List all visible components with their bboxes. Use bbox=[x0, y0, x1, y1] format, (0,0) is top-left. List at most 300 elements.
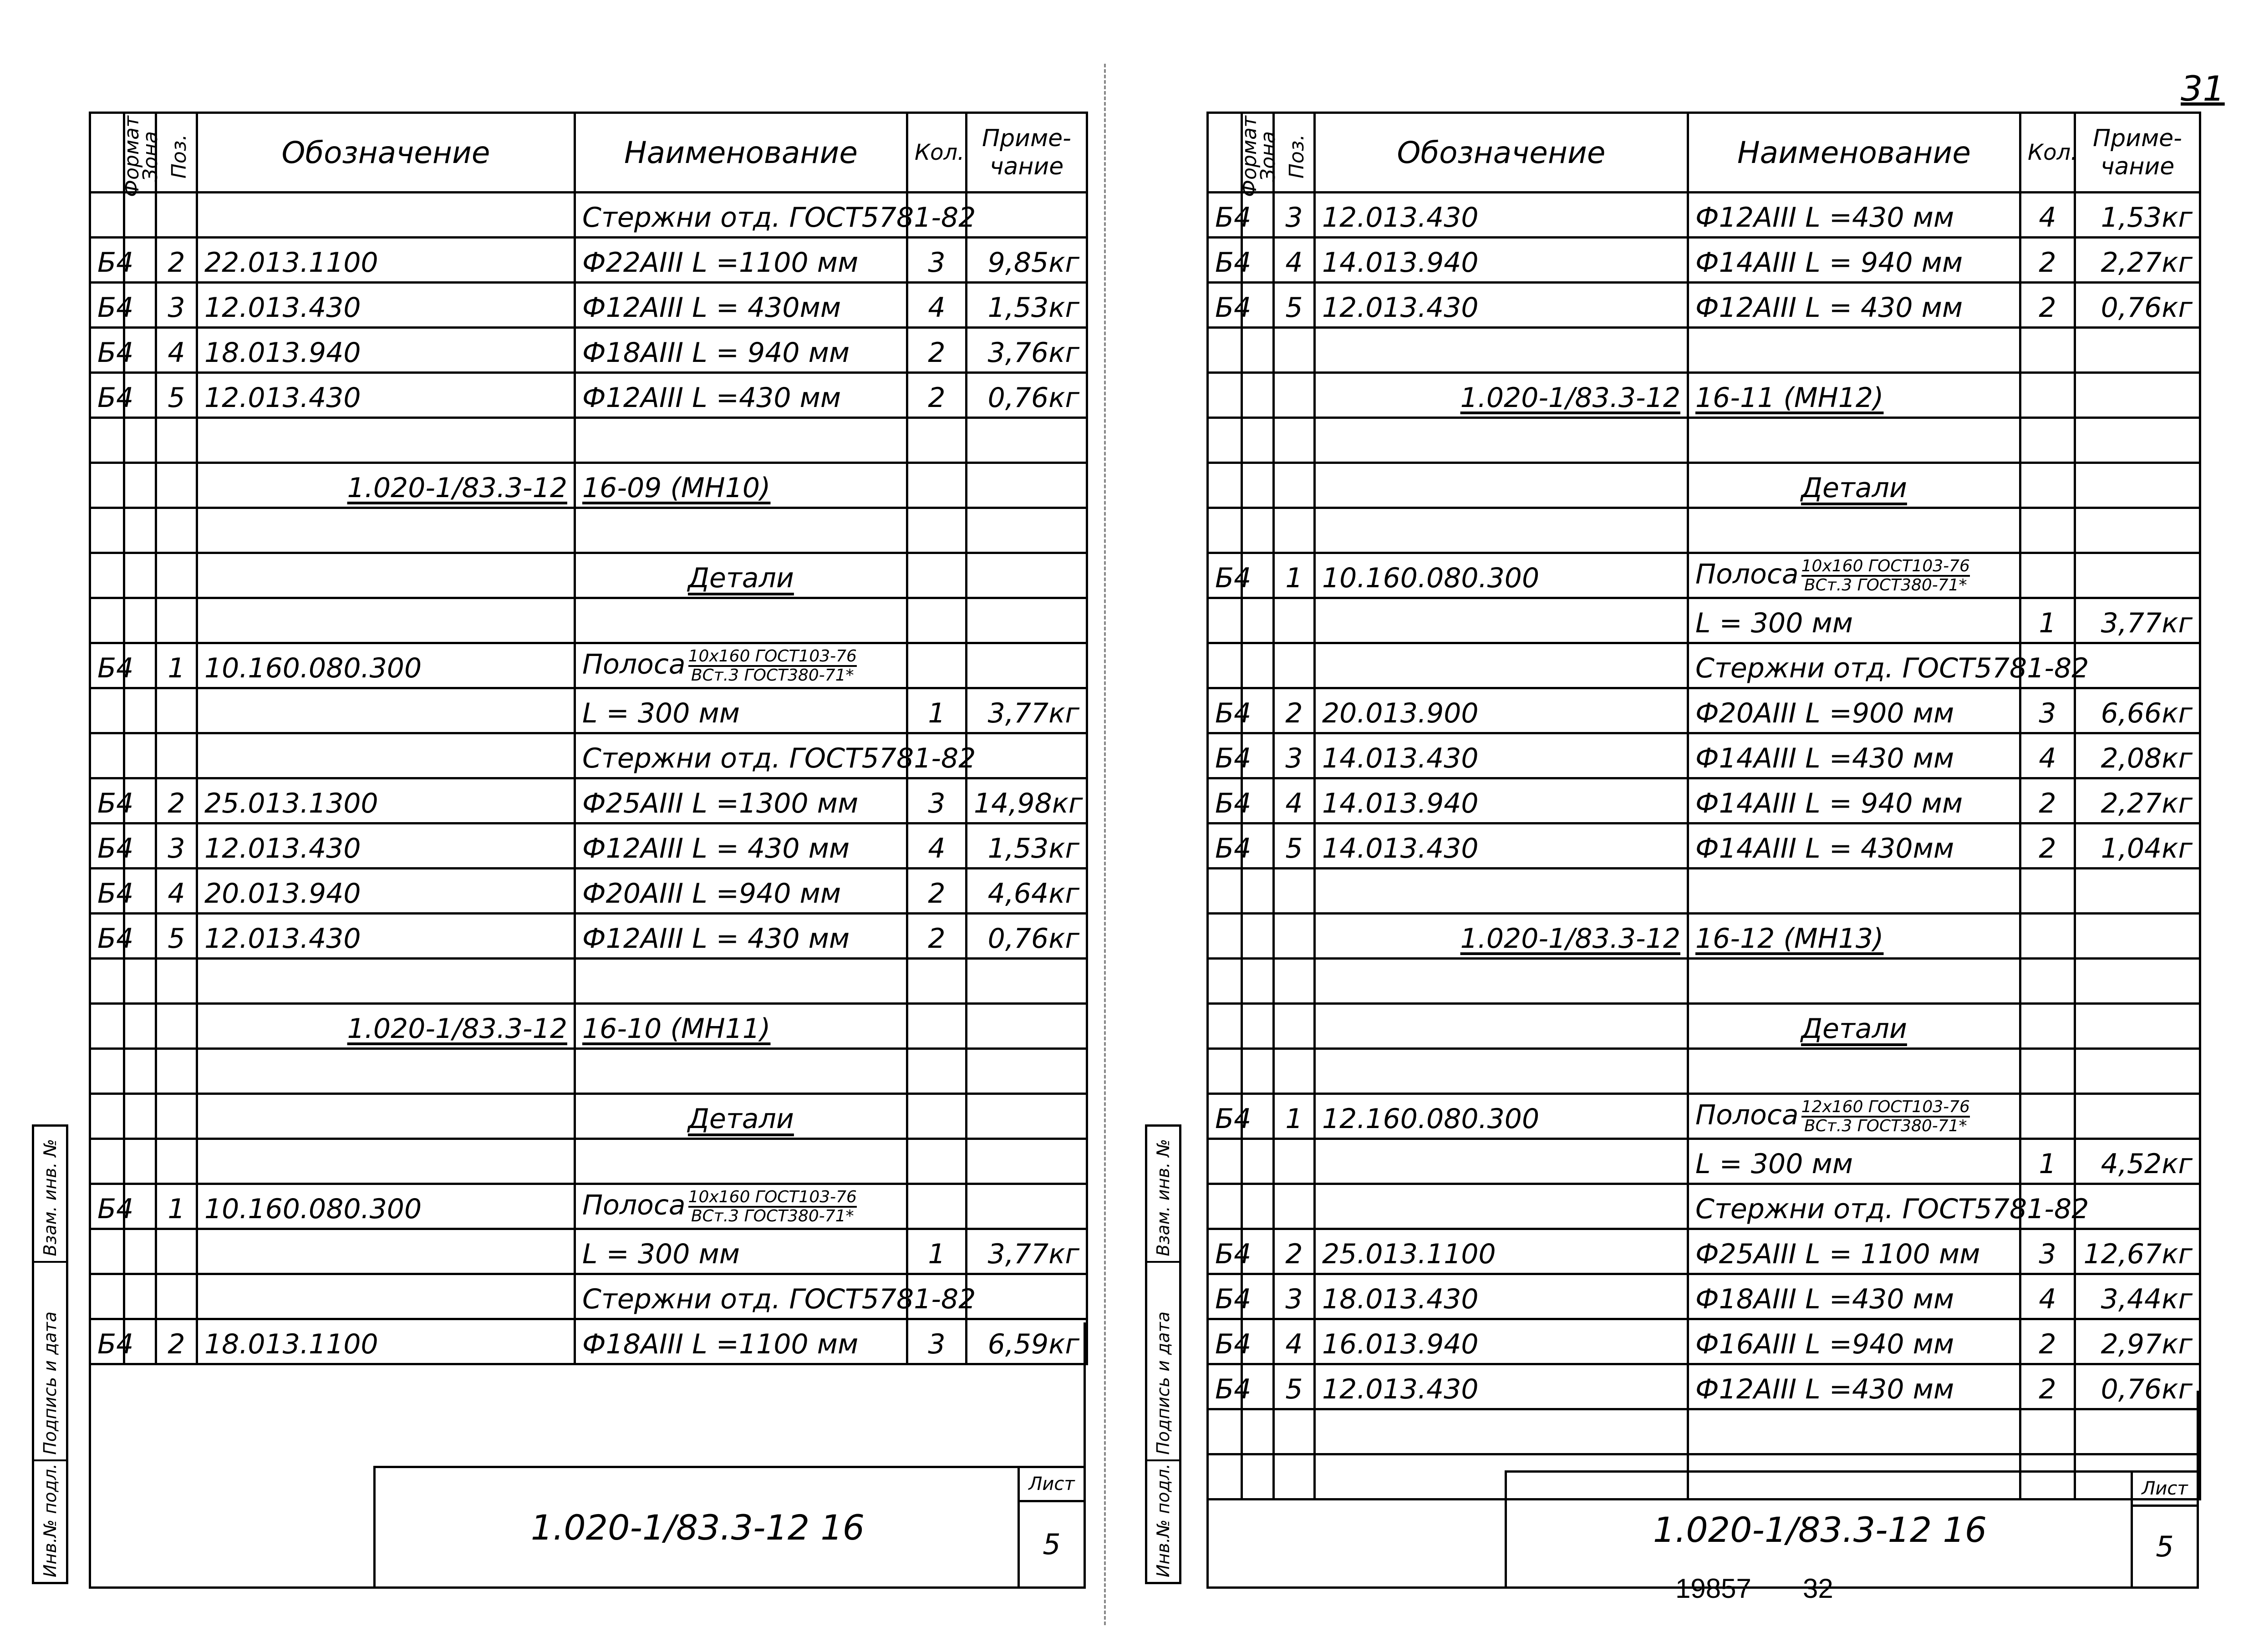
designation-cell bbox=[197, 418, 575, 463]
zone-cell bbox=[1242, 463, 1274, 508]
table-row bbox=[1208, 1004, 2200, 1049]
section-heading: Детали bbox=[688, 1103, 794, 1135]
name-cell: Стержни отд. ГОСТ5781-82 bbox=[1688, 643, 2020, 688]
name-cell: Ф25АIII L = 1100 мм bbox=[1688, 1229, 2020, 1274]
qty-cell bbox=[907, 1049, 967, 1094]
designation-cell: 12.013.430 bbox=[197, 914, 575, 959]
table-row bbox=[1208, 914, 2200, 959]
pos-cell bbox=[156, 463, 197, 508]
zone-cell bbox=[124, 553, 156, 598]
material-label: Полоса bbox=[1695, 1099, 1799, 1131]
note-cell: 0,76кг bbox=[2075, 1364, 2200, 1409]
format-cell: Б4 bbox=[90, 823, 124, 869]
pos-cell bbox=[1274, 328, 1315, 373]
qty-cell bbox=[907, 553, 967, 598]
stamp-inv-no: Инв.№ подл. bbox=[34, 1459, 66, 1582]
left-spec-table bbox=[89, 112, 1088, 1365]
zone-cell bbox=[124, 959, 156, 1004]
qty-cell: 2 bbox=[907, 328, 967, 373]
note-cell: 0,76кг bbox=[967, 373, 1087, 418]
format-cell bbox=[90, 508, 124, 553]
qty-cell bbox=[2020, 553, 2075, 598]
designation-cell bbox=[1315, 1049, 1688, 1094]
right-sheet-number: 5 bbox=[2156, 1530, 2174, 1563]
table-row bbox=[1208, 1184, 2200, 1229]
stamp-signature-date: Подпись и дата bbox=[34, 1261, 66, 1459]
section-heading: Детали bbox=[1801, 472, 1907, 504]
name-cell bbox=[1688, 553, 2020, 598]
zone-cell bbox=[124, 733, 156, 778]
designation-cell: 12.013.430 bbox=[1315, 193, 1688, 238]
note-cell bbox=[2075, 1049, 2200, 1094]
format-cell: Б4 bbox=[90, 238, 124, 283]
format-cell: Б4 bbox=[1208, 1094, 1242, 1139]
stamp-inv-no: Инв.№ подл. bbox=[1147, 1459, 1179, 1582]
name-cell: L = 300 мм bbox=[1688, 1139, 2020, 1184]
format-cell: Б4 bbox=[90, 283, 124, 328]
format-cell bbox=[1208, 418, 1242, 463]
designation-cell bbox=[197, 463, 575, 508]
right-spec-table bbox=[1206, 112, 2201, 1500]
name-cell bbox=[575, 1184, 907, 1229]
name-cell: Ф14АIII L = 940 мм bbox=[1688, 778, 2020, 823]
pos-cell: 2 bbox=[156, 778, 197, 823]
qty-cell bbox=[2020, 914, 2075, 959]
left-bottom-area bbox=[89, 1322, 1086, 1589]
qty-cell bbox=[907, 508, 967, 553]
note-cell: 3,77кг bbox=[967, 1229, 1087, 1274]
designation-cell: 20.013.940 bbox=[197, 869, 575, 914]
format-cell bbox=[1208, 1049, 1242, 1094]
note-cell bbox=[2075, 869, 2200, 914]
pos-cell: 3 bbox=[1274, 1274, 1315, 1319]
table-row bbox=[90, 328, 1087, 373]
pos-cell bbox=[156, 688, 197, 733]
note-cell bbox=[967, 463, 1087, 508]
name-cell bbox=[575, 598, 907, 643]
table-row bbox=[1208, 1094, 2200, 1139]
pos-cell bbox=[156, 553, 197, 598]
right-sheet-label: Лист bbox=[2133, 1473, 2197, 1507]
material-spec-top: 10х160 ГОСТ103-76 bbox=[688, 1189, 857, 1208]
name-cell: Ф12АIII L =430 мм bbox=[1688, 1364, 2020, 1409]
pos-cell bbox=[1274, 508, 1315, 553]
format-cell: Б4 bbox=[1208, 778, 1242, 823]
name-cell bbox=[1688, 1049, 2020, 1094]
note-cell bbox=[2075, 328, 2200, 373]
table-row bbox=[90, 508, 1087, 553]
designation-cell bbox=[1315, 643, 1688, 688]
format-cell: Б4 bbox=[90, 373, 124, 418]
note-cell: 12,67кг bbox=[2075, 1229, 2200, 1274]
header-qty: Кол. bbox=[2020, 113, 2075, 193]
zone-cell bbox=[1242, 643, 1274, 688]
designation-cell bbox=[197, 688, 575, 733]
table-row bbox=[1208, 328, 2200, 373]
designation-cell: 12.013.430 bbox=[197, 823, 575, 869]
table-row bbox=[1208, 193, 2200, 238]
pos-cell bbox=[156, 1274, 197, 1319]
header-pos: Поз. bbox=[156, 113, 197, 193]
note-cell bbox=[967, 193, 1087, 238]
table-row bbox=[1208, 418, 2200, 463]
note-cell: 3,77кг bbox=[2075, 598, 2200, 643]
note-cell: 1,53кг bbox=[967, 283, 1087, 328]
material-spec-top: 10х160 ГОСТ103-76 bbox=[1801, 558, 1970, 577]
section-heading: Детали bbox=[1801, 1013, 1907, 1045]
zone-cell bbox=[124, 193, 156, 238]
note-cell bbox=[2075, 463, 2200, 508]
qty-cell bbox=[907, 643, 967, 688]
note-cell: 1,53кг bbox=[2075, 193, 2200, 238]
name-cell bbox=[575, 1004, 907, 1049]
material-spec-bottom: ВСт.3 ГОСТ380-71* bbox=[691, 1207, 854, 1226]
table-row bbox=[1208, 1139, 2200, 1184]
designation-cell bbox=[1315, 598, 1688, 643]
name-cell: Ф16АIII L =940 мм bbox=[1688, 1319, 2020, 1364]
format-cell: Б4 bbox=[1208, 1229, 1242, 1274]
pos-cell: 1 bbox=[156, 1184, 197, 1229]
qty-cell: 2 bbox=[2020, 238, 2075, 283]
zone-cell bbox=[1242, 914, 1274, 959]
table-row bbox=[1208, 283, 2200, 328]
designation-cell bbox=[197, 193, 575, 238]
stamp-signature-date: Подпись и дата bbox=[1147, 1261, 1179, 1459]
qty-cell: 2 bbox=[2020, 1364, 2075, 1409]
left-sheet-cell bbox=[1018, 1468, 1084, 1586]
table-header-row bbox=[90, 113, 1087, 193]
name-cell: Ф12АIII L =430 мм bbox=[1688, 193, 2020, 238]
format-cell bbox=[1208, 959, 1242, 1004]
table-row bbox=[90, 778, 1087, 823]
note-cell: 14,98кг bbox=[967, 778, 1087, 823]
pos-cell bbox=[156, 733, 197, 778]
note-cell: 0,76кг bbox=[967, 914, 1087, 959]
qty-cell bbox=[907, 1094, 967, 1139]
subassembly-code: 1.020-1/83.3-12 bbox=[347, 472, 567, 504]
right-sheet bbox=[1206, 112, 2199, 1589]
table-row bbox=[1208, 508, 2200, 553]
material-spec-bottom: ВСт.3 ГОСТ380-71* bbox=[1804, 576, 1967, 595]
table-row bbox=[90, 688, 1087, 733]
format-cell bbox=[1208, 328, 1242, 373]
qty-cell bbox=[907, 598, 967, 643]
table-row bbox=[1208, 643, 2200, 688]
format-cell: Б4 bbox=[90, 1184, 124, 1229]
left-sheet-label: Лист bbox=[1020, 1468, 1084, 1502]
material-spec bbox=[688, 1189, 857, 1225]
note-cell bbox=[967, 733, 1087, 778]
qty-cell bbox=[907, 463, 967, 508]
note-cell bbox=[2075, 1184, 2200, 1229]
pos-cell: 4 bbox=[1274, 778, 1315, 823]
pos-cell bbox=[156, 418, 197, 463]
name-cell bbox=[1688, 1004, 2020, 1049]
name-cell bbox=[575, 463, 907, 508]
name-cell: Ф20АIII L =900 мм bbox=[1688, 688, 2020, 733]
table-row bbox=[90, 283, 1087, 328]
pos-cell: 2 bbox=[1274, 688, 1315, 733]
name-cell bbox=[575, 1139, 907, 1184]
table-row bbox=[90, 418, 1087, 463]
material-spec-bottom: ВСт.3 ГОСТ380-71* bbox=[1804, 1117, 1967, 1136]
header-format: Формат bbox=[90, 113, 124, 193]
name-cell: Ф18АIII L = 940 мм bbox=[575, 328, 907, 373]
note-cell: 6,59кг bbox=[967, 1319, 1087, 1364]
format-cell bbox=[90, 1229, 124, 1274]
pos-cell bbox=[1274, 598, 1315, 643]
format-cell: Б4 bbox=[1208, 1364, 1242, 1409]
qty-cell: 4 bbox=[907, 283, 967, 328]
left-title-block bbox=[373, 1466, 1084, 1586]
note-cell bbox=[967, 643, 1087, 688]
designation-cell: 18.013.940 bbox=[197, 328, 575, 373]
material-label: Полоса bbox=[582, 648, 686, 681]
header-zone: Зона bbox=[1242, 113, 1274, 193]
note-cell bbox=[2075, 1004, 2200, 1049]
name-cell: Ф12АIII L = 430 мм bbox=[1688, 283, 2020, 328]
designation-cell bbox=[1315, 373, 1688, 418]
table-row bbox=[1208, 598, 2200, 643]
format-cell bbox=[90, 418, 124, 463]
designation-cell: 10.160.080.300 bbox=[197, 1184, 575, 1229]
zone-cell bbox=[124, 1094, 156, 1139]
note-cell: 9,85кг bbox=[967, 238, 1087, 283]
note-cell bbox=[967, 598, 1087, 643]
qty-cell: 4 bbox=[2020, 193, 2075, 238]
format-cell: Б4 bbox=[90, 869, 124, 914]
header-qty: Кол. bbox=[907, 113, 967, 193]
format-cell bbox=[90, 688, 124, 733]
designation-cell bbox=[1315, 914, 1688, 959]
zone-cell bbox=[124, 1049, 156, 1094]
pos-cell bbox=[1274, 1004, 1315, 1049]
stamp-replace-inv: Взам. инв. № bbox=[40, 1139, 60, 1256]
name-cell bbox=[1688, 914, 2020, 959]
format-cell bbox=[90, 1049, 124, 1094]
pos-cell bbox=[156, 1229, 197, 1274]
format-cell bbox=[1208, 1004, 1242, 1049]
format-cell: Б4 bbox=[1208, 1274, 1242, 1319]
designation-cell: 16.013.940 bbox=[1315, 1319, 1688, 1364]
zone-cell bbox=[1242, 1184, 1274, 1229]
note-cell bbox=[967, 959, 1087, 1004]
pos-cell: 5 bbox=[156, 373, 197, 418]
table-row bbox=[90, 733, 1087, 778]
pos-cell: 5 bbox=[1274, 823, 1315, 869]
designation-cell bbox=[197, 959, 575, 1004]
qty-cell bbox=[2020, 373, 2075, 418]
subassembly-name: 16-09 (МН10) bbox=[582, 472, 771, 504]
name-cell bbox=[1688, 463, 2020, 508]
name-cell: L = 300 мм bbox=[575, 688, 907, 733]
designation-cell bbox=[1315, 959, 1688, 1004]
material-label: Полоса bbox=[582, 1189, 686, 1221]
designation-cell: 12.013.430 bbox=[197, 283, 575, 328]
table-row bbox=[1208, 1274, 2200, 1319]
format-cell bbox=[90, 733, 124, 778]
table-row bbox=[1208, 1319, 2200, 1364]
note-cell bbox=[2075, 373, 2200, 418]
note-cell bbox=[2075, 418, 2200, 463]
designation-cell bbox=[1315, 1004, 1688, 1049]
pos-cell bbox=[156, 508, 197, 553]
right-side-stamp bbox=[1145, 1124, 1181, 1584]
pos-cell: 4 bbox=[156, 869, 197, 914]
format-cell bbox=[90, 1139, 124, 1184]
format-cell bbox=[90, 959, 124, 1004]
format-cell: Б4 bbox=[1208, 238, 1242, 283]
name-cell bbox=[1688, 508, 2020, 553]
zone-cell bbox=[1242, 1139, 1274, 1184]
table-row bbox=[90, 553, 1087, 598]
format-cell bbox=[1208, 598, 1242, 643]
designation-cell bbox=[197, 1274, 575, 1319]
subassembly-code: 1.020-1/83.3-12 bbox=[1460, 923, 1680, 955]
format-cell bbox=[90, 463, 124, 508]
designation-cell: 22.013.1100 bbox=[197, 238, 575, 283]
table-row bbox=[90, 193, 1087, 238]
material-spec bbox=[688, 648, 857, 684]
format-cell: Б4 bbox=[1208, 553, 1242, 598]
table-row bbox=[90, 1139, 1087, 1184]
name-cell: Ф14АIII L = 940 мм bbox=[1688, 238, 2020, 283]
designation-cell bbox=[1315, 869, 1688, 914]
format-cell bbox=[90, 553, 124, 598]
note-cell bbox=[967, 1049, 1087, 1094]
material-spec bbox=[1801, 1098, 1970, 1135]
zone-cell bbox=[124, 1274, 156, 1319]
pos-cell bbox=[1274, 1184, 1315, 1229]
qty-cell: 2 bbox=[907, 869, 967, 914]
table-row bbox=[1208, 778, 2200, 823]
table-row bbox=[90, 1094, 1087, 1139]
note-cell: 2,27кг bbox=[2075, 238, 2200, 283]
designation-cell: 12.013.430 bbox=[197, 373, 575, 418]
format-cell bbox=[90, 598, 124, 643]
pos-cell: 3 bbox=[1274, 193, 1315, 238]
name-cell: Стержни отд. ГОСТ5781-82 bbox=[1688, 1184, 2020, 1229]
name-cell: Стержни отд. ГОСТ5781-82 bbox=[575, 733, 907, 778]
designation-cell bbox=[197, 553, 575, 598]
name-cell bbox=[575, 1049, 907, 1094]
pos-cell: 3 bbox=[156, 823, 197, 869]
designation-cell: 20.013.900 bbox=[1315, 688, 1688, 733]
pos-cell bbox=[1274, 1139, 1315, 1184]
note-cell bbox=[2075, 1094, 2200, 1139]
pos-cell bbox=[1274, 418, 1315, 463]
material-spec-bottom: ВСт.3 ГОСТ380-71* bbox=[691, 666, 854, 685]
header-zone: Зона bbox=[124, 113, 156, 193]
qty-cell: 4 bbox=[2020, 1274, 2075, 1319]
header-name: Наименование bbox=[575, 113, 907, 193]
name-cell bbox=[1688, 869, 2020, 914]
qty-cell: 2 bbox=[2020, 778, 2075, 823]
note-cell: 0,76кг bbox=[2075, 283, 2200, 328]
subassembly-code: 1.020-1/83.3-12 bbox=[1460, 382, 1680, 414]
qty-cell: 1 bbox=[907, 688, 967, 733]
name-cell: Ф25АIII L =1300 мм bbox=[575, 778, 907, 823]
pos-cell bbox=[156, 1094, 197, 1139]
material-spec bbox=[1801, 558, 1970, 594]
header-designation: Обозначение bbox=[197, 113, 575, 193]
section-heading: Детали bbox=[688, 562, 794, 594]
name-cell bbox=[1688, 373, 2020, 418]
designation-cell bbox=[197, 733, 575, 778]
table-row bbox=[1208, 688, 2200, 733]
pos-cell: 3 bbox=[1274, 733, 1315, 778]
pos-cell: 1 bbox=[1274, 553, 1315, 598]
designation-cell: 18.013.1100 bbox=[197, 1319, 575, 1364]
zone-cell bbox=[124, 1004, 156, 1049]
format-cell: Б4 bbox=[90, 328, 124, 373]
zone-cell bbox=[1242, 959, 1274, 1004]
pos-cell: 4 bbox=[1274, 1319, 1315, 1364]
qty-cell bbox=[2020, 869, 2075, 914]
pos-cell: 1 bbox=[1274, 1094, 1315, 1139]
name-cell: Ф18АIII L =430 мм bbox=[1688, 1274, 2020, 1319]
designation-cell bbox=[197, 1094, 575, 1139]
name-cell bbox=[1688, 1094, 2020, 1139]
format-cell bbox=[1208, 1139, 1242, 1184]
note-cell bbox=[2075, 643, 2200, 688]
format-cell bbox=[1208, 463, 1242, 508]
format-cell: Б4 bbox=[1208, 823, 1242, 869]
designation-cell bbox=[197, 508, 575, 553]
designation-cell bbox=[197, 1004, 575, 1049]
note-cell: 3,77кг bbox=[967, 688, 1087, 733]
name-cell: Стержни отд. ГОСТ5781-82 bbox=[575, 193, 907, 238]
qty-cell bbox=[907, 959, 967, 1004]
pos-cell bbox=[1274, 463, 1315, 508]
zone-cell bbox=[124, 1139, 156, 1184]
zone-cell bbox=[124, 1229, 156, 1274]
qty-cell: 3 bbox=[2020, 688, 2075, 733]
name-cell bbox=[575, 1094, 907, 1139]
name-cell bbox=[1688, 959, 2020, 1004]
designation-cell bbox=[1315, 1139, 1688, 1184]
qty-cell: 4 bbox=[2020, 733, 2075, 778]
designation-cell: 14.013.430 bbox=[1315, 733, 1688, 778]
qty-cell bbox=[2020, 463, 2075, 508]
table-row bbox=[1208, 959, 2200, 1004]
designation-cell: 12.013.430 bbox=[1315, 283, 1688, 328]
designation-cell: 12.013.430 bbox=[1315, 1364, 1688, 1409]
format-cell bbox=[1208, 1184, 1242, 1229]
name-cell: Ф12АIII L = 430 мм bbox=[575, 914, 907, 959]
designation-cell bbox=[197, 1049, 575, 1094]
designation-cell bbox=[1315, 508, 1688, 553]
pos-cell bbox=[156, 1004, 197, 1049]
zone-cell bbox=[124, 688, 156, 733]
qty-cell: 3 bbox=[907, 778, 967, 823]
qty-cell bbox=[907, 1184, 967, 1229]
name-cell: Ф18АIII L =1100 мм bbox=[575, 1319, 907, 1364]
designation-cell bbox=[1315, 418, 1688, 463]
table-row bbox=[90, 869, 1087, 914]
qty-cell bbox=[907, 1139, 967, 1184]
name-cell: Стержни отд. ГОСТ5781-82 bbox=[575, 1274, 907, 1319]
material-spec-top: 10х160 ГОСТ103-76 bbox=[688, 648, 857, 667]
note-cell: 2,27кг bbox=[2075, 778, 2200, 823]
designation-cell bbox=[1315, 1184, 1688, 1229]
table-row bbox=[1208, 553, 2200, 598]
pos-cell: 2 bbox=[156, 238, 197, 283]
qty-cell: 2 bbox=[2020, 823, 2075, 869]
pos-cell bbox=[1274, 959, 1315, 1004]
table-row bbox=[1208, 823, 2200, 869]
pos-cell: 2 bbox=[156, 1319, 197, 1364]
